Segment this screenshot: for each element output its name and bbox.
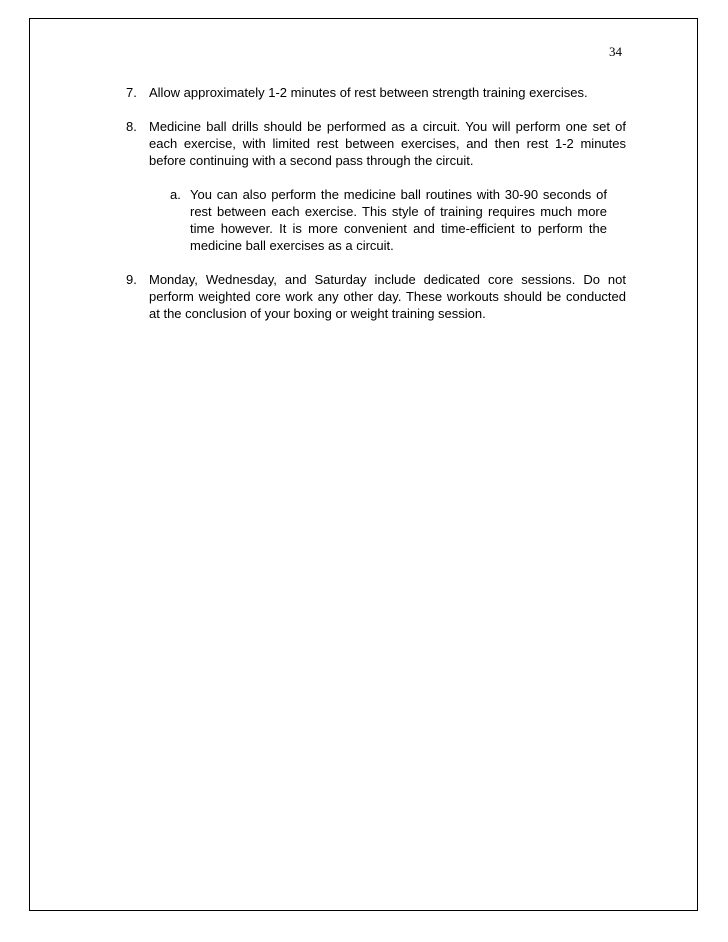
sub-list-marker: a. bbox=[170, 187, 181, 202]
list-item-text: Medicine ball drills should be performed as a circuit. You will perform one set of each exercise, with limited rest between exercises, and then rest 1-2 minutes before continuing with a second pass through the circuit. bbox=[149, 119, 626, 168]
page-number: 34 bbox=[609, 44, 622, 59]
list-item-text: Allow approximately 1-2 minutes of rest between strength training exercises. bbox=[149, 85, 588, 100]
list-item-body bbox=[149, 118, 626, 254]
list-item-7 bbox=[126, 84, 626, 101]
list-item-text: Monday, Wednesday, and Saturday include dedicated core sessions. Do not perform weighted core work any other day. These workouts should be conducted at the conclusion of your boxing or weight training session. bbox=[149, 272, 626, 321]
sub-list-item-a bbox=[149, 186, 626, 254]
sub-list-item-text: You can also perform the medicine ball routines with 30-90 seconds of rest between each exercise. This style of training requires much more time however. It is more convenient and time-efficient to perform the medicine ball exercises as a circuit. bbox=[190, 187, 607, 253]
list-marker: 9. bbox=[126, 272, 137, 287]
list-item-8 bbox=[126, 118, 626, 254]
instruction-list bbox=[126, 84, 626, 339]
list-item-9 bbox=[126, 271, 626, 322]
list-marker: 8. bbox=[126, 119, 137, 134]
list-marker: 7. bbox=[126, 85, 137, 100]
